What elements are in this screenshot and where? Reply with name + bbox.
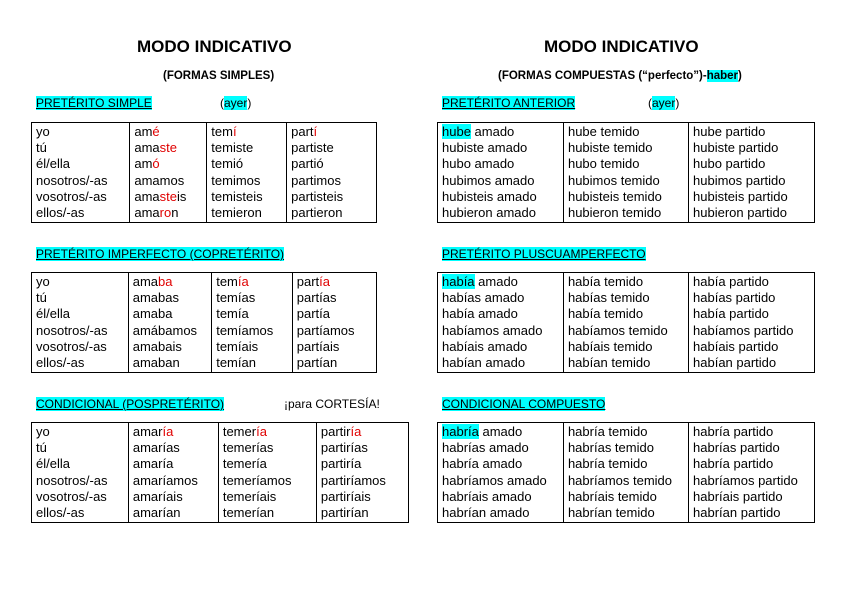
- ar-verb-cell: [130, 189, 207, 205]
- verb-stem: amaríais: [132, 488, 183, 504]
- table-row: [438, 273, 815, 291]
- compound-verb-cell: habíais partido: [689, 339, 815, 355]
- verb-stem: partió: [291, 156, 324, 172]
- verb-ending: ía: [162, 424, 174, 439]
- verb-ending: ía: [319, 274, 330, 289]
- table-pluscuamperfecto: [437, 272, 815, 373]
- compound-verb-cell: habrían temido: [563, 505, 688, 523]
- ar-verb-cell: [128, 489, 218, 505]
- verb-stem: temeríamos: [222, 472, 292, 488]
- ar-verb-cell: [128, 290, 211, 306]
- person-cell: tú: [36, 290, 47, 306]
- verb-ending: ste: [159, 188, 177, 204]
- ar-verb-cell: [130, 156, 207, 172]
- verb-stem: ama: [132, 274, 159, 289]
- table-row: [438, 440, 815, 456]
- ar-verb-cell: [130, 205, 207, 223]
- left-title: MODO INDICATIVO: [137, 37, 292, 56]
- verb-stem: temía: [216, 306, 249, 322]
- table-row: [438, 123, 815, 141]
- table-row: [32, 440, 409, 456]
- ir-verb-cell: [287, 123, 377, 141]
- verb-stem: am: [134, 156, 153, 172]
- ir-verb-cell: [287, 156, 377, 172]
- table-row: [32, 140, 377, 156]
- ir-verb-cell: [316, 473, 408, 489]
- person-cell: tú: [36, 140, 47, 156]
- verb-stem: temiste: [211, 140, 254, 156]
- verb-stem: part: [291, 124, 314, 139]
- compound-verb-cell: habíamos temido: [563, 323, 688, 339]
- verb-stem: amabais: [132, 338, 182, 354]
- verb-ending: ba: [158, 274, 173, 289]
- table-row: [438, 173, 815, 189]
- compound-verb-cell: habían temido: [563, 355, 688, 373]
- er-verb-cell: [212, 339, 293, 355]
- person-cell: vosotros/-as: [36, 188, 107, 204]
- ir-verb-cell: [292, 290, 376, 306]
- verb-ending: í: [313, 124, 318, 139]
- verb-stem: partirías: [320, 440, 368, 456]
- verb-stem: temeríais: [222, 488, 277, 504]
- person-cell: él/ella: [36, 156, 70, 172]
- er-verb-cell: [218, 473, 316, 489]
- compound-verb-cell: habría amado: [442, 456, 523, 472]
- right-subtitle: (FORMAS COMPUESTAS (“perfecto”)-haber): [498, 70, 742, 82]
- verb-stem: temíais: [216, 338, 259, 354]
- verb-ending: ía: [237, 274, 249, 289]
- verb-stem: amar: [132, 424, 163, 439]
- ar-verb-cell: [128, 505, 218, 523]
- compound-verb-cell: habían partido: [689, 355, 815, 373]
- ir-verb-cell: [287, 205, 377, 223]
- ar-verb-cell: [128, 273, 211, 291]
- verb-stem: partían: [296, 355, 338, 371]
- compound-verb-cell: habríais amado: [442, 488, 532, 504]
- compound-verb-cell: habrías temido: [563, 440, 688, 456]
- compound-verb-cell: hubisteis amado: [442, 188, 537, 204]
- participle: amado: [478, 424, 523, 439]
- verb-stem: partiría: [320, 456, 362, 472]
- compound-verb-cell: habríais partido: [689, 489, 815, 505]
- compound-verb-cell: había amado: [442, 306, 518, 322]
- verb-stem: partieron: [291, 205, 343, 221]
- verb-stem: ama: [134, 140, 160, 156]
- verb-ending: ía: [256, 424, 267, 439]
- ir-verb-cell: [292, 306, 376, 322]
- compound-verb-cell: había partido: [689, 306, 815, 322]
- ir-verb-cell: [316, 505, 408, 523]
- ir-verb-cell: [287, 189, 377, 205]
- verb-stem: amamos: [134, 172, 185, 188]
- verb-stem: amaríamos: [132, 472, 198, 488]
- table-row: [32, 205, 377, 223]
- er-verb-cell: [212, 290, 293, 306]
- er-verb-cell: [212, 273, 293, 291]
- compound-verb-cell: hubieron partido: [689, 205, 815, 223]
- table-row: [32, 273, 377, 291]
- compound-verb-cell: habrían partido: [689, 505, 815, 523]
- person-cell: vosotros/-as: [36, 488, 107, 504]
- table-row: [32, 290, 377, 306]
- compound-verb-cell: hubisteis temido: [563, 189, 688, 205]
- table-row: [32, 505, 409, 523]
- verb-stem: temió: [211, 156, 244, 172]
- verb-stem: temer: [222, 424, 257, 439]
- compound-verb-cell: habíamos amado: [442, 322, 543, 338]
- er-verb-cell: [207, 173, 287, 189]
- compound-verb-cell: habíais temido: [563, 339, 688, 355]
- verb-stem: partiste: [291, 140, 334, 156]
- compound-verb-cell: hubo amado: [442, 156, 515, 172]
- person-cell: yo: [36, 124, 50, 139]
- auxiliary-verb: había: [442, 274, 475, 289]
- person-cell: él/ella: [36, 456, 70, 472]
- verb-stem: temerías: [222, 440, 274, 456]
- compound-verb-cell: hube temido: [563, 123, 688, 141]
- table-row: [438, 339, 815, 355]
- section-label-pluscuamperfecto: PRETÉRITO PLUSCUAMPERFECTO: [442, 247, 646, 261]
- verb-stem: ama: [134, 205, 160, 221]
- ir-verb-cell: [316, 423, 408, 441]
- table-row: [32, 339, 377, 355]
- verb-stem: amaban: [132, 355, 180, 371]
- ar-verb-cell: [128, 323, 211, 339]
- person-cell: vosotros/-as: [36, 338, 107, 354]
- ir-verb-cell: [292, 273, 376, 291]
- table-condicional: [31, 422, 409, 523]
- section-label-preterito-anterior: PRETÉRITO ANTERIOR: [442, 96, 576, 110]
- er-verb-cell: [212, 323, 293, 339]
- ir-verb-cell: [287, 173, 377, 189]
- verb-ending: ía: [350, 424, 362, 439]
- table-condicional-compuesto: [437, 422, 815, 523]
- compound-verb-cell: habría partido: [689, 423, 815, 441]
- verb-ending: ste: [159, 140, 177, 156]
- verb-stem: partías: [296, 290, 337, 306]
- verb-ending: é: [152, 124, 160, 139]
- compound-verb-cell: habíamos partido: [689, 323, 815, 339]
- compound-verb-cell: habríamos partido: [689, 473, 815, 489]
- ir-verb-cell: [316, 456, 408, 472]
- verb-stem: amábamos: [132, 322, 198, 338]
- table-row: [32, 189, 377, 205]
- verb-ending: í: [232, 124, 237, 139]
- er-verb-cell: [218, 440, 316, 456]
- person-cell: nosotros/-as: [36, 172, 108, 188]
- ir-verb-cell: [292, 339, 376, 355]
- auxiliary-verb: habría: [442, 424, 479, 439]
- table-row: [32, 355, 377, 373]
- compound-verb-cell: habría partido: [689, 456, 815, 472]
- er-verb-cell: [218, 423, 316, 441]
- verb-stem: temíamos: [216, 322, 274, 338]
- table-row: [32, 123, 377, 141]
- compound-verb-cell: habría temido: [563, 423, 688, 441]
- table-row: [32, 456, 409, 472]
- verb-stem: partisteis: [291, 188, 344, 204]
- table-row: [438, 189, 815, 205]
- compound-verb-cell: hubo temido: [563, 156, 688, 172]
- verb-stem: partiríais: [320, 488, 371, 504]
- verb-ending: ro: [159, 205, 172, 221]
- ar-verb-cell: [128, 423, 218, 441]
- person-cell: ellos/-as: [36, 355, 85, 371]
- table-row: [438, 290, 815, 306]
- compound-verb-cell: [438, 423, 564, 441]
- table-row: [32, 423, 409, 441]
- compound-verb-cell: habrías partido: [689, 440, 815, 456]
- table-row: [438, 505, 815, 523]
- verb-stem: partir: [320, 424, 351, 439]
- table-row: [438, 205, 815, 223]
- person-cell: nosotros/-as: [36, 322, 108, 338]
- verb-stem: part: [296, 274, 320, 289]
- er-verb-cell: [207, 140, 287, 156]
- verb-stem: amaba: [132, 306, 173, 322]
- compound-verb-cell: habían amado: [442, 355, 526, 371]
- table-row: [438, 355, 815, 373]
- er-verb-cell: [207, 123, 287, 141]
- section-note-cortesia: ¡para CORTESÍA!: [284, 397, 380, 411]
- verb-stem: partirían: [320, 505, 369, 521]
- ir-verb-cell: [316, 440, 408, 456]
- compound-verb-cell: hubiste amado: [442, 140, 528, 156]
- ar-verb-cell: [128, 355, 211, 373]
- table-row: [32, 306, 377, 322]
- verb-stem: partíais: [296, 338, 340, 354]
- compound-verb-cell: habríais temido: [563, 489, 688, 505]
- er-verb-cell: [212, 306, 293, 322]
- verb-stem: amabas: [132, 290, 179, 306]
- ir-verb-cell: [292, 323, 376, 339]
- compound-verb-cell: habíais amado: [442, 338, 528, 354]
- table-preterito-imperfecto: [31, 272, 377, 373]
- ar-verb-cell: [128, 473, 218, 489]
- er-verb-cell: [218, 456, 316, 472]
- compound-verb-cell: habías temido: [563, 290, 688, 306]
- person-cell: yo: [36, 274, 50, 289]
- section-note-ayer-right: (ayer): [648, 96, 680, 110]
- compound-verb-cell: hube partido: [689, 123, 815, 141]
- person-cell: tú: [36, 440, 47, 456]
- verb-stem: am: [134, 124, 153, 139]
- ar-verb-cell: [128, 440, 218, 456]
- table-row: [32, 156, 377, 172]
- verb-ending: ó: [152, 156, 160, 172]
- compound-verb-cell: hubieron temido: [563, 205, 688, 223]
- person-cell: ellos/-as: [36, 205, 85, 221]
- ir-verb-cell: [316, 489, 408, 505]
- table-row: [438, 456, 815, 472]
- ar-verb-cell: [128, 339, 211, 355]
- verb-stem: temerían: [222, 505, 275, 521]
- compound-verb-cell: hubiste partido: [689, 140, 815, 156]
- table-row: [32, 473, 409, 489]
- ar-verb-cell: [128, 456, 218, 472]
- compound-verb-cell: habías amado: [442, 290, 525, 306]
- ir-verb-cell: [292, 355, 376, 373]
- verb-stem: partiríamos: [320, 472, 386, 488]
- verb-stem: ama: [134, 188, 160, 204]
- verb-stem: temían: [216, 355, 256, 371]
- right-title: MODO INDICATIVO: [544, 37, 699, 56]
- person-cell: nosotros/-as: [36, 472, 108, 488]
- er-verb-cell: [212, 355, 293, 373]
- compound-verb-cell: hubisteis partido: [689, 189, 815, 205]
- section-label-preterito-imperfecto: PRETÉRITO IMPERFECTO (COPRETÉRITO): [36, 247, 285, 261]
- compound-verb-cell: había partido: [689, 273, 815, 291]
- table-row: [438, 323, 815, 339]
- compound-verb-cell: habríamos amado: [442, 472, 547, 488]
- section-note-ayer-left: (ayer): [220, 96, 252, 110]
- verb-stem: amarías: [132, 440, 180, 456]
- ar-verb-cell: [128, 306, 211, 322]
- ir-verb-cell: [287, 140, 377, 156]
- compound-verb-cell: hubieron amado: [442, 205, 536, 221]
- er-verb-cell: [207, 156, 287, 172]
- table-preterito-simple: [31, 122, 377, 223]
- table-preterito-anterior: [437, 122, 815, 223]
- table-row: [438, 473, 815, 489]
- ar-verb-cell: [130, 140, 207, 156]
- ar-verb-cell: [130, 173, 207, 189]
- person-cell: él/ella: [36, 306, 70, 322]
- table-row: [438, 306, 815, 322]
- person-cell: yo: [36, 424, 50, 439]
- verb-stem: amarían: [132, 505, 181, 521]
- ar-verb-cell: [130, 123, 207, 141]
- er-verb-cell: [218, 489, 316, 505]
- compound-verb-cell: hubiste temido: [563, 140, 688, 156]
- person-cell: ellos/-as: [36, 505, 85, 521]
- verb-stem: tem: [216, 274, 238, 289]
- table-row: [32, 489, 409, 505]
- compound-verb-cell: habríamos temido: [563, 473, 688, 489]
- verb-stem-tail: is: [176, 188, 187, 204]
- compound-verb-cell: [438, 273, 564, 291]
- section-label-condicional: CONDICIONAL (POSPRETÉRITO): [36, 397, 225, 411]
- verb-stem: partimos: [291, 172, 341, 188]
- er-verb-cell: [218, 505, 316, 523]
- table-row: [438, 423, 815, 441]
- verb-stem: partíamos: [296, 322, 355, 338]
- section-label-condicional-compuesto: CONDICIONAL COMPUESTO: [442, 397, 606, 411]
- compound-verb-cell: habrías amado: [442, 440, 529, 456]
- verb-stem-tail: n: [171, 205, 179, 221]
- compound-verb-cell: habría temido: [563, 456, 688, 472]
- verb-stem: temisteis: [211, 188, 263, 204]
- section-label-preterito-simple: PRETÉRITO SIMPLE: [36, 96, 152, 110]
- compound-verb-cell: habías partido: [689, 290, 815, 306]
- er-verb-cell: [207, 205, 287, 223]
- table-row: [32, 323, 377, 339]
- verb-stem: temieron: [211, 205, 262, 221]
- participle: amado: [470, 124, 515, 139]
- compound-verb-cell: [438, 123, 564, 141]
- table-row: [438, 489, 815, 505]
- verb-stem: temería: [222, 456, 267, 472]
- compound-verb-cell: había temido: [563, 306, 688, 322]
- compound-verb-cell: hubimos partido: [689, 173, 815, 189]
- verb-stem: temimos: [211, 172, 261, 188]
- er-verb-cell: [207, 189, 287, 205]
- auxiliary-verb: hube: [442, 124, 471, 139]
- verb-stem: tem: [211, 124, 233, 139]
- left-subtitle: (FORMAS SIMPLES): [163, 70, 275, 82]
- table-row: [438, 140, 815, 156]
- compound-verb-cell: había temido: [563, 273, 688, 291]
- compound-verb-cell: hubimos amado: [442, 172, 535, 188]
- verb-stem: temías: [216, 290, 256, 306]
- verb-stem: partía: [296, 306, 330, 322]
- table-row: [32, 173, 377, 189]
- table-row: [438, 156, 815, 172]
- compound-verb-cell: hubimos temido: [563, 173, 688, 189]
- compound-verb-cell: habrían amado: [442, 505, 530, 521]
- verb-stem: amaría: [132, 456, 174, 472]
- compound-verb-cell: hubo partido: [689, 156, 815, 172]
- participle: amado: [474, 274, 518, 289]
